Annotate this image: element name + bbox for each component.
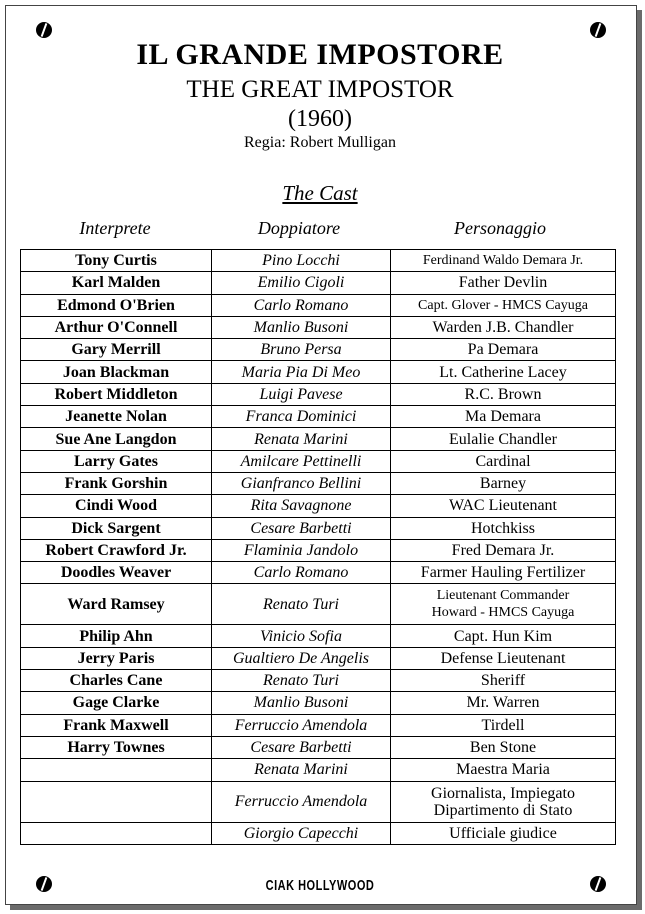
column-header-voice: Doppiatore <box>257 218 341 238</box>
table-row <box>21 361 616 383</box>
actor-cell: Arthur O'Connell <box>21 316 212 338</box>
voice-cell: Manlio Busoni <box>212 316 391 338</box>
table-row <box>21 692 616 714</box>
voice-cell: Flaminia Jandolo <box>212 539 391 561</box>
actor-cell: Tony Curtis <box>21 250 212 272</box>
table-row <box>21 450 616 472</box>
table-row <box>21 625 616 647</box>
table-row <box>21 517 616 539</box>
actor-cell <box>21 822 212 844</box>
character-cell: Sheriff <box>391 670 616 692</box>
character-cell: Father Devlin <box>391 272 616 294</box>
character-cell: Barney <box>391 472 616 494</box>
voice-cell: Ferruccio Amendola <box>212 714 391 736</box>
character-cell: Hotchkiss <box>391 517 616 539</box>
character-cell: Warden J.B. Chandler <box>391 316 616 338</box>
character-line: Giornalista, Impiegato <box>431 784 575 802</box>
character-cell: WAC Lieutenant <box>391 495 616 517</box>
column-header-character: Personaggio <box>454 218 546 238</box>
table-row <box>21 736 616 758</box>
voice-cell: Vinicio Sofia <box>212 625 391 647</box>
voice-cell: Carlo Romano <box>212 294 391 316</box>
actor-cell: Frank Maxwell <box>21 714 212 736</box>
release-year: (1960) <box>288 106 352 132</box>
actor-cell <box>21 781 212 822</box>
actor-cell: Sue Ane Langdon <box>21 428 212 450</box>
page-title: IL GRANDE IMPOSTORE <box>136 38 504 71</box>
table-row <box>21 584 616 625</box>
voice-cell: Giorgio Capecchi <box>212 822 391 844</box>
actor-cell: Robert Crawford Jr. <box>21 539 212 561</box>
character-cell: Cardinal <box>391 450 616 472</box>
actor-cell: Dick Sargent <box>21 517 212 539</box>
voice-cell: Carlo Romano <box>212 562 391 584</box>
character-cell: R.C. Brown <box>391 383 616 405</box>
screw-icon <box>590 22 606 38</box>
table-row <box>21 250 616 272</box>
character-cell: Ma Demara <box>391 406 616 428</box>
director-credit: Regia: Robert Mulligan <box>244 134 396 151</box>
actor-cell: Larry Gates <box>21 450 212 472</box>
table-row <box>21 316 616 338</box>
character-cell: Maestra Maria <box>391 759 616 781</box>
actor-cell: Jerry Paris <box>21 647 212 669</box>
table-row <box>21 472 616 494</box>
table-row <box>21 383 616 405</box>
actor-cell: Philip Ahn <box>21 625 212 647</box>
actor-cell <box>21 759 212 781</box>
voice-cell: Luigi Pavese <box>212 383 391 405</box>
voice-cell: Maria Pia Di Meo <box>212 361 391 383</box>
character-line: Dipartimento di Stato <box>433 801 573 819</box>
voice-cell: Gianfranco Bellini <box>212 472 391 494</box>
voice-cell: Rita Savagnone <box>212 495 391 517</box>
table-row <box>21 647 616 669</box>
character-cell: Fred Demara Jr. <box>391 539 616 561</box>
column-header-actor: Interprete <box>79 218 151 238</box>
page-subtitle: THE GREAT IMPOSTOR <box>186 76 454 103</box>
table-row <box>21 272 616 294</box>
voice-cell: Renata Marini <box>212 759 391 781</box>
character-cell: Capt. Glover - HMCS Cayuga <box>391 294 616 316</box>
actor-cell: Ward Ramsey <box>21 584 212 625</box>
voice-cell: Cesare Barbetti <box>212 736 391 758</box>
voice-cell: Cesare Barbetti <box>212 517 391 539</box>
table-row <box>21 670 616 692</box>
character-cell: Defense Lieutenant <box>391 647 616 669</box>
table-row <box>21 539 616 561</box>
actor-cell: Frank Gorshin <box>21 472 212 494</box>
voice-cell: Renata Marini <box>212 428 391 450</box>
actor-cell: Karl Malden <box>21 272 212 294</box>
actor-cell: Gage Clarke <box>21 692 212 714</box>
voice-cell: Ferruccio Amendola <box>212 781 391 822</box>
character-cell: Ferdinand Waldo Demara Jr. <box>391 250 616 272</box>
character-cell: Pa Demara <box>391 339 616 361</box>
cast-table <box>20 249 616 845</box>
character-cell <box>391 584 616 625</box>
character-cell <box>391 781 616 822</box>
table-row <box>21 495 616 517</box>
voice-cell: Pino Locchi <box>212 250 391 272</box>
character-cell: Farmer Hauling Fertilizer <box>391 562 616 584</box>
character-cell: Mr. Warren <box>391 692 616 714</box>
character-cell: Ufficiale giudice <box>391 822 616 844</box>
table-row <box>21 759 616 781</box>
table-row <box>21 294 616 316</box>
screw-icon <box>36 22 52 38</box>
table-row <box>21 781 616 822</box>
brand-logo: CIAK HOLLYWOOD <box>265 878 375 894</box>
actor-cell: Robert Middleton <box>21 383 212 405</box>
voice-cell: Renato Turi <box>212 670 391 692</box>
table-row <box>21 714 616 736</box>
character-cell: Lt. Catherine Lacey <box>391 361 616 383</box>
voice-cell: Amilcare Pettinelli <box>212 450 391 472</box>
actor-cell: Charles Cane <box>21 670 212 692</box>
table-row <box>21 822 616 844</box>
voice-cell: Renato Turi <box>212 584 391 625</box>
table-row <box>21 562 616 584</box>
voice-cell: Bruno Persa <box>212 339 391 361</box>
voice-cell: Manlio Busoni <box>212 692 391 714</box>
character-cell: Capt. Hun Kim <box>391 625 616 647</box>
character-cell: Tirdell <box>391 714 616 736</box>
actor-cell: Edmond O'Brien <box>21 294 212 316</box>
actor-cell: Jeanette Nolan <box>21 406 212 428</box>
character-line: Howard - HMCS Cayuga <box>431 605 575 621</box>
character-line: Lieutenant Commander <box>436 588 570 604</box>
character-cell: Ben Stone <box>391 736 616 758</box>
table-row <box>21 339 616 361</box>
voice-cell: Emilio Cigoli <box>212 272 391 294</box>
cast-heading: The Cast <box>282 181 358 205</box>
actor-cell: Harry Townes <box>21 736 212 758</box>
voice-cell: Franca Dominici <box>212 406 391 428</box>
actor-cell: Doodles Weaver <box>21 562 212 584</box>
table-row <box>21 406 616 428</box>
voice-cell: Gualtiero De Angelis <box>212 647 391 669</box>
actor-cell: Joan Blackman <box>21 361 212 383</box>
character-cell: Eulalie Chandler <box>391 428 616 450</box>
table-row <box>21 428 616 450</box>
actor-cell: Gary Merrill <box>21 339 212 361</box>
actor-cell: Cindi Wood <box>21 495 212 517</box>
